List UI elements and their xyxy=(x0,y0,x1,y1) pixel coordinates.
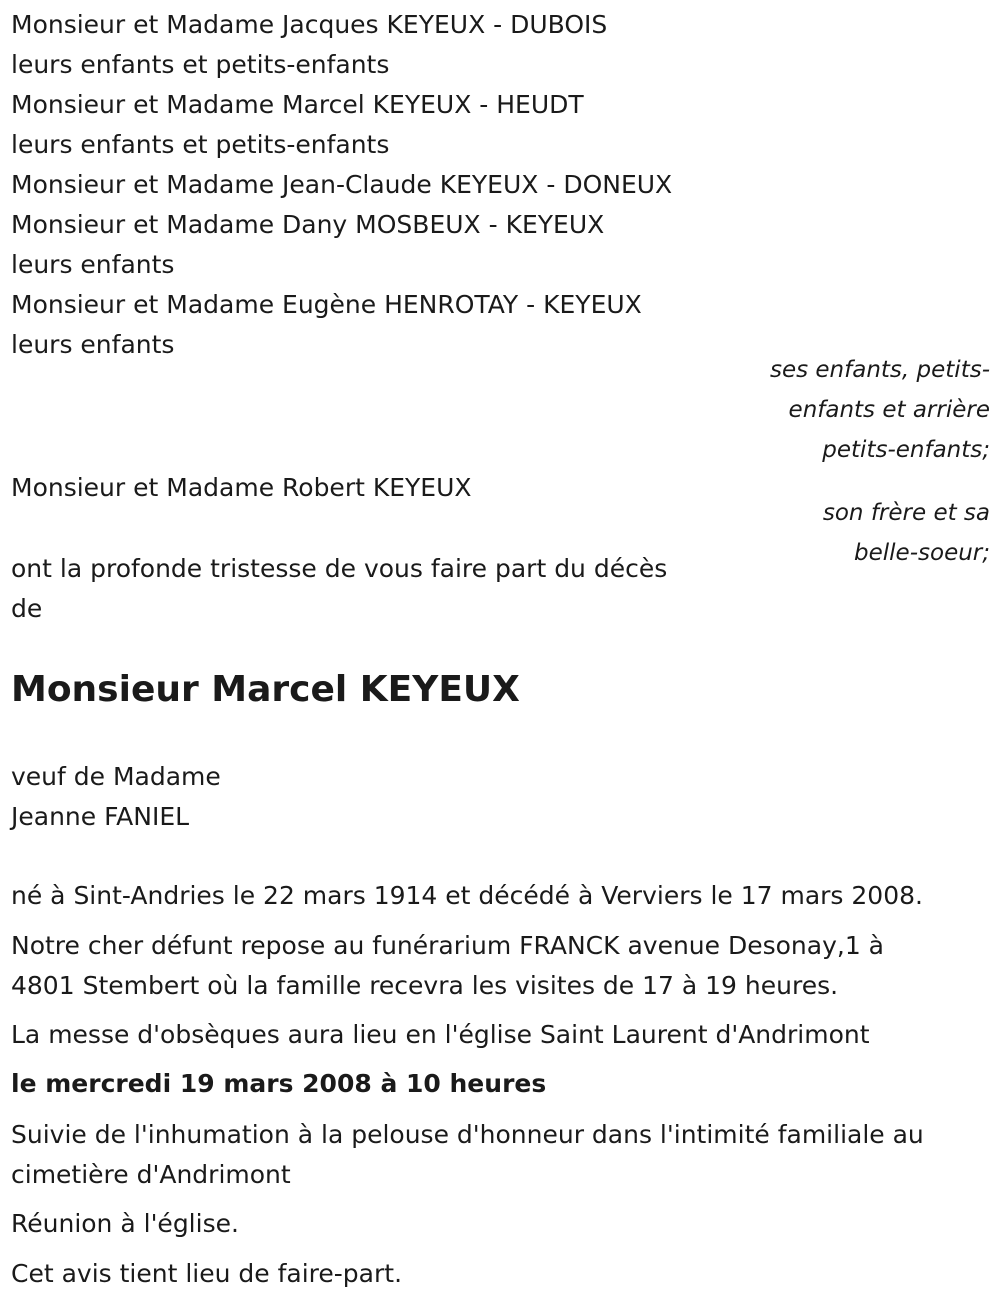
relation-brother: belle-soeur; xyxy=(854,540,990,566)
family-line: Monsieur et Madame Eugène HENROTAY - KEYEUX xyxy=(11,290,642,319)
relation-children: enfants et arrière xyxy=(788,397,990,423)
meeting-line: Réunion à l'église. xyxy=(11,1209,239,1238)
brother-line: Monsieur et Madame Robert KEYEUX xyxy=(11,473,472,502)
birth-death-line: né à Sint-Andries le 22 mars 1914 et décédé à Verviers le 17 mars 2008. xyxy=(11,881,923,910)
family-line: Monsieur et Madame Marcel KEYEUX - HEUDT xyxy=(11,90,584,119)
family-line: leurs enfants et petits-enfants xyxy=(11,130,390,159)
family-line: leurs enfants et petits-enfants xyxy=(11,50,390,79)
relation-brother: son frère et sa xyxy=(822,500,990,526)
family-line: Monsieur et Madame Dany MOSBEUX - KEYEUX xyxy=(11,210,605,239)
family-line: Monsieur et Madame Jean-Claude KEYEUX - DONEUX xyxy=(11,170,673,199)
burial-line: Suivie de l'inhumation à la pelouse d'honneur dans l'intimité familiale au xyxy=(11,1120,924,1149)
deceased-name: Monsieur Marcel KEYEUX xyxy=(11,669,520,710)
family-line: Monsieur et Madame Jacques KEYEUX - DUBOIS xyxy=(11,10,608,39)
mass-date-line: le mercredi 19 mars 2008 à 10 heures xyxy=(11,1069,547,1098)
relation-children: petits-enfants; xyxy=(822,437,990,463)
announcement-line: ont la profonde tristesse de vous faire part du décès xyxy=(11,554,668,583)
notice-line: Cet avis tient lieu de faire-part. xyxy=(11,1259,403,1288)
mass-line: La messe d'obsèques aura lieu en l'église Saint Laurent d'Andrimont xyxy=(11,1020,870,1049)
funerarium-line: 4801 Stembert où la famille recevra les visites de 17 à 19 heures. xyxy=(11,971,839,1000)
family-line: leurs enfants xyxy=(11,250,175,279)
widower-line: veuf de Madame xyxy=(11,762,221,791)
announcement-line: de xyxy=(11,594,43,623)
family-line: leurs enfants xyxy=(11,330,175,359)
funerarium-line: Notre cher défunt repose au funérarium FRANCK avenue Desonay,1 à xyxy=(11,931,884,960)
burial-line: cimetière d'Andrimont xyxy=(11,1160,291,1189)
relation-children: ses enfants, petits- xyxy=(769,357,990,383)
widower-line: Jeanne FANIEL xyxy=(11,802,190,831)
